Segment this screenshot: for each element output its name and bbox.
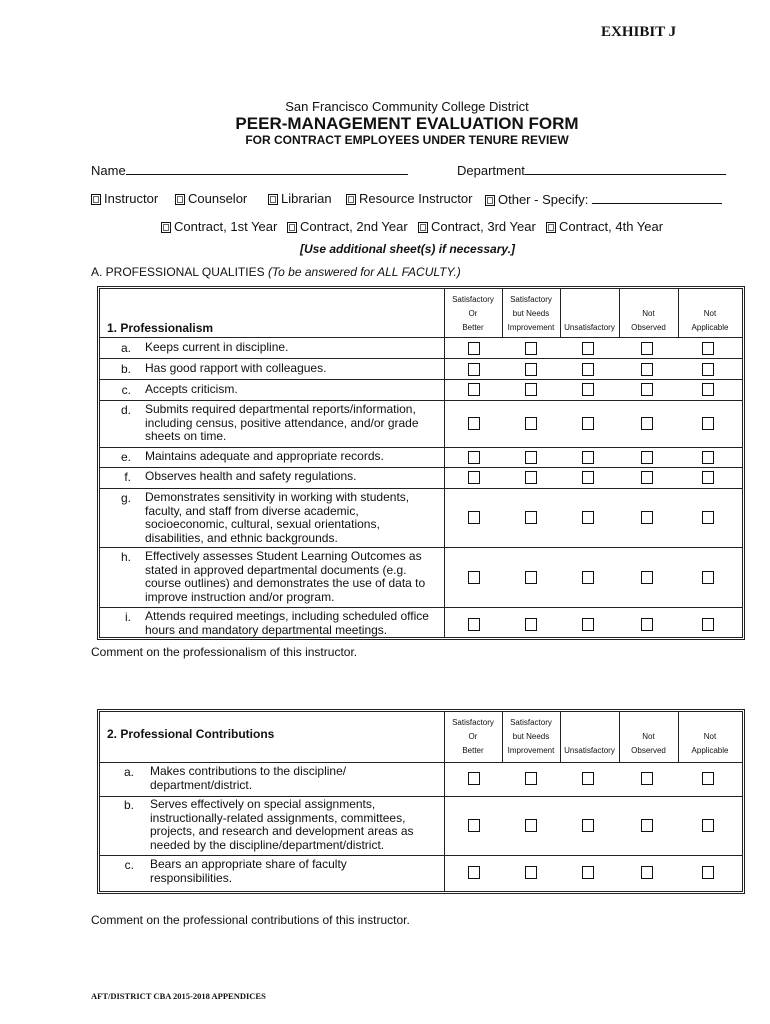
contract-1st-year[interactable] [161, 219, 277, 234]
role-label: Counselor [188, 191, 248, 206]
item-text: Has good rapport with colleagues. [145, 361, 327, 375]
professionalism-rating-checkbox[interactable] [641, 383, 653, 396]
department-label: Department [457, 163, 525, 178]
professionalism-rating-checkbox[interactable] [702, 451, 714, 464]
item-letter: a. [123, 765, 134, 779]
professionalism-rating-checkbox[interactable] [641, 618, 653, 631]
section-a-italic: (To be answered for ALL FACULTY.) [267, 265, 461, 279]
item-text: Accepts criticism. [145, 382, 238, 396]
professionalism-rating-checkbox[interactable] [582, 511, 594, 524]
professionalism-rating-checkbox[interactable] [702, 417, 714, 430]
professionalism-rating-checkbox[interactable] [641, 511, 653, 524]
section-a-prefix: A. PROFESSIONAL QUALITIES [91, 265, 268, 279]
role-label: Instructor [104, 191, 159, 206]
contract-label: Contract, 4th Year [559, 219, 664, 234]
professionalism-comment-label: Comment on the professionalism of this instructor. [91, 645, 358, 659]
professionalism-heading: 1. Professionalism [107, 321, 214, 335]
item-letter: h. [120, 550, 131, 564]
role-librarian[interactable] [268, 191, 332, 206]
professionalism-rating-checkbox[interactable] [641, 471, 653, 484]
checkbox-icon[interactable] [346, 194, 356, 205]
professionalism-rating-checkbox[interactable] [582, 451, 594, 464]
professionalism-rating-checkbox[interactable] [525, 342, 537, 355]
checkbox-icon[interactable] [91, 194, 101, 205]
checkbox-icon[interactable] [175, 194, 185, 205]
contributions-rating-checkbox[interactable] [525, 866, 537, 879]
item-text: Effectively assesses Student Learning Outcomes as stated in approved departmental documents (e.g. course outlines) and demonstrates the use of data to improve instruction and/or program. [145, 549, 426, 604]
professionalism-rating-checkbox[interactable] [641, 342, 653, 355]
role-other[interactable] [485, 191, 722, 207]
col-needs-improvement: Satisfactory but Needs Improvement [507, 295, 555, 332]
col-not-observed: Not Observed [631, 309, 666, 332]
role-counselor[interactable] [175, 191, 247, 206]
professionalism-rating-checkbox[interactable] [525, 618, 537, 631]
col-satisfactory-or-better: Satisfactory Or Better [452, 718, 494, 755]
professionalism-rating-checkbox[interactable] [582, 363, 594, 376]
section-a-heading [91, 265, 461, 279]
contributions-rating-checkbox[interactable] [582, 819, 594, 832]
professionalism-rating-checkbox[interactable] [468, 383, 480, 396]
page-title: PEER-MANAGEMENT EVALUATION FORM [235, 114, 579, 133]
item-text: Attends required meetings, including scheduled office hours and mandatory departmental meetings. [145, 609, 429, 637]
other-specify-line[interactable] [592, 191, 722, 204]
exhibit-label: EXHIBIT J [601, 24, 677, 40]
professionalism-rating-checkbox[interactable] [582, 417, 594, 430]
name-label: Name [91, 163, 126, 178]
professionalism-rating-checkbox[interactable] [468, 363, 480, 376]
professionalism-rating-checkbox[interactable] [525, 363, 537, 376]
name-field[interactable] [91, 162, 408, 178]
checkbox-icon[interactable] [418, 222, 428, 233]
professionalism-rating-checkbox[interactable] [468, 451, 480, 464]
contributions-rating-checkbox[interactable] [641, 819, 653, 832]
contributions-rating-checkbox[interactable] [641, 772, 653, 785]
item-letter: g. [120, 491, 131, 505]
contributions-rating-checkbox[interactable] [468, 866, 480, 879]
contract-3rd-year[interactable] [418, 219, 536, 234]
contributions-rating-checkbox[interactable] [525, 819, 537, 832]
checkbox-icon[interactable] [287, 222, 297, 233]
professionalism-rating-checkbox[interactable] [702, 511, 714, 524]
contract-label: Contract, 1st Year [174, 219, 278, 234]
contract-label: Contract, 3rd Year [431, 219, 536, 234]
professionalism-rating-checkbox[interactable] [525, 417, 537, 430]
col-unsatisfactory: Unsatisfactory [564, 746, 615, 755]
item-text: Maintains adequate and appropriate records. [145, 449, 384, 463]
professionalism-rating-checkbox[interactable] [641, 571, 653, 584]
col-not-applicable: Not Applicable [691, 732, 729, 755]
professionalism-rating-checkbox[interactable] [468, 571, 480, 584]
contributions-rating-checkbox[interactable] [468, 772, 480, 785]
col-satisfactory-or-better: Satisfactory Or Better [452, 295, 494, 332]
contributions-heading: 2. Professional Contributions [107, 727, 275, 741]
professionalism-rating-checkbox[interactable] [468, 342, 480, 355]
professionalism-rating-checkbox[interactable] [525, 571, 537, 584]
professionalism-rating-checkbox[interactable] [641, 363, 653, 376]
contributions-comment-label: Comment on the professional contributions of this instructor. [91, 913, 410, 927]
checkbox-icon[interactable] [268, 194, 278, 205]
col-unsatisfactory: Unsatisfactory [564, 323, 615, 332]
professionalism-rating-checkbox[interactable] [582, 342, 594, 355]
col-needs-improvement: Satisfactory but Needs Improvement [507, 718, 555, 755]
professionalism-rating-checkbox[interactable] [525, 511, 537, 524]
role-label: Other - Specify: [498, 192, 589, 207]
item-text: Observes health and safety regulations. [145, 469, 357, 483]
item-letter: f. [124, 470, 131, 484]
professionalism-rating-checkbox[interactable] [582, 471, 594, 484]
contributions-rating-checkbox[interactable] [702, 772, 714, 785]
contributions-rating-checkbox[interactable] [582, 772, 594, 785]
checkbox-icon[interactable] [485, 195, 495, 206]
contributions-rating-checkbox[interactable] [641, 866, 653, 879]
professionalism-rating-checkbox[interactable] [468, 471, 480, 484]
item-letter: e. [120, 450, 131, 464]
contributions-rating-checkbox[interactable] [702, 819, 714, 832]
col-not-applicable: Not Applicable [691, 309, 729, 332]
item-text: Makes contributions to the discipline/ department/district. [150, 764, 347, 792]
item-text: Serves effectively on special assignments, instructionally-related assignments, committees, projects, and research and development areas as needed by the discipline/department/district. [150, 797, 414, 852]
item-text: Submits required departmental reports/information, including census, positive attendance, and/or grade sheets on time. [145, 402, 419, 443]
department-line[interactable] [525, 162, 726, 175]
professionalism-rating-checkbox[interactable] [525, 471, 537, 484]
footer-text: AFT/DISTRICT CBA 2015-2018 APPENDICES [91, 991, 266, 1001]
item-letter: c. [121, 383, 131, 397]
professionalism-rating-checkbox[interactable] [702, 342, 714, 355]
page-subtitle: FOR CONTRACT EMPLOYEES UNDER TENURE REVIEW [245, 133, 569, 147]
professionalism-rating-checkbox[interactable] [468, 417, 480, 430]
professionalism-rating-checkbox[interactable] [468, 511, 480, 524]
professionalism-rating-checkbox[interactable] [468, 618, 480, 631]
item-text: Keeps current in discipline. [145, 340, 289, 354]
item-letter: d. [120, 403, 131, 417]
item-letter: a. [120, 341, 131, 355]
role-instructor[interactable] [91, 191, 158, 206]
item-text: Bears an appropriate share of faculty responsibilities. [150, 857, 347, 885]
item-letter: b. [123, 798, 134, 812]
professionalism-rating-checkbox[interactable] [702, 618, 714, 631]
professionalism-rating-checkbox[interactable] [702, 383, 714, 396]
item-text: Demonstrates sensitivity in working with students, faculty, and staff from diverse academic, socioeconomic, cultural, sexual orientations, disabilities, and ethnic backgrounds. [145, 490, 410, 545]
role-label: Resource Instructor [359, 191, 473, 206]
item-letter: i. [125, 610, 131, 624]
professionalism-rating-checkbox[interactable] [525, 383, 537, 396]
professionalism-rating-checkbox[interactable] [582, 618, 594, 631]
item-letter: b. [120, 362, 131, 376]
professionalism-rating-checkbox[interactable] [582, 383, 594, 396]
additional-sheets-note: [Use additional sheet(s) if necessary.] [300, 242, 515, 256]
contributions-rating-checkbox[interactable] [468, 819, 480, 832]
name-line[interactable] [126, 162, 408, 175]
role-label: Librarian [281, 191, 332, 206]
checkbox-icon[interactable] [546, 222, 556, 233]
professionalism-rating-checkbox[interactable] [702, 471, 714, 484]
contract-4th-year[interactable] [546, 219, 663, 234]
professionalism-rating-checkbox[interactable] [702, 571, 714, 584]
professionalism-rating-checkbox[interactable] [525, 451, 537, 464]
checkbox-icon[interactable] [161, 222, 171, 233]
contributions-rating-checkbox[interactable] [582, 866, 594, 879]
department-field[interactable] [457, 162, 726, 178]
contract-2nd-year[interactable] [287, 219, 408, 234]
role-resource-instructor[interactable] [346, 191, 472, 206]
professionalism-rating-checkbox[interactable] [582, 571, 594, 584]
professionalism-rating-checkbox[interactable] [702, 363, 714, 376]
district-name: San Francisco Community College District [285, 99, 529, 114]
col-not-observed: Not Observed [631, 732, 666, 755]
contributions-rating-checkbox[interactable] [525, 772, 537, 785]
contract-label: Contract, 2nd Year [300, 219, 408, 234]
professionalism-rating-checkbox[interactable] [641, 417, 653, 430]
contributions-rating-checkbox[interactable] [702, 866, 714, 879]
item-letter: c. [124, 858, 134, 872]
professionalism-rating-checkbox[interactable] [641, 451, 653, 464]
